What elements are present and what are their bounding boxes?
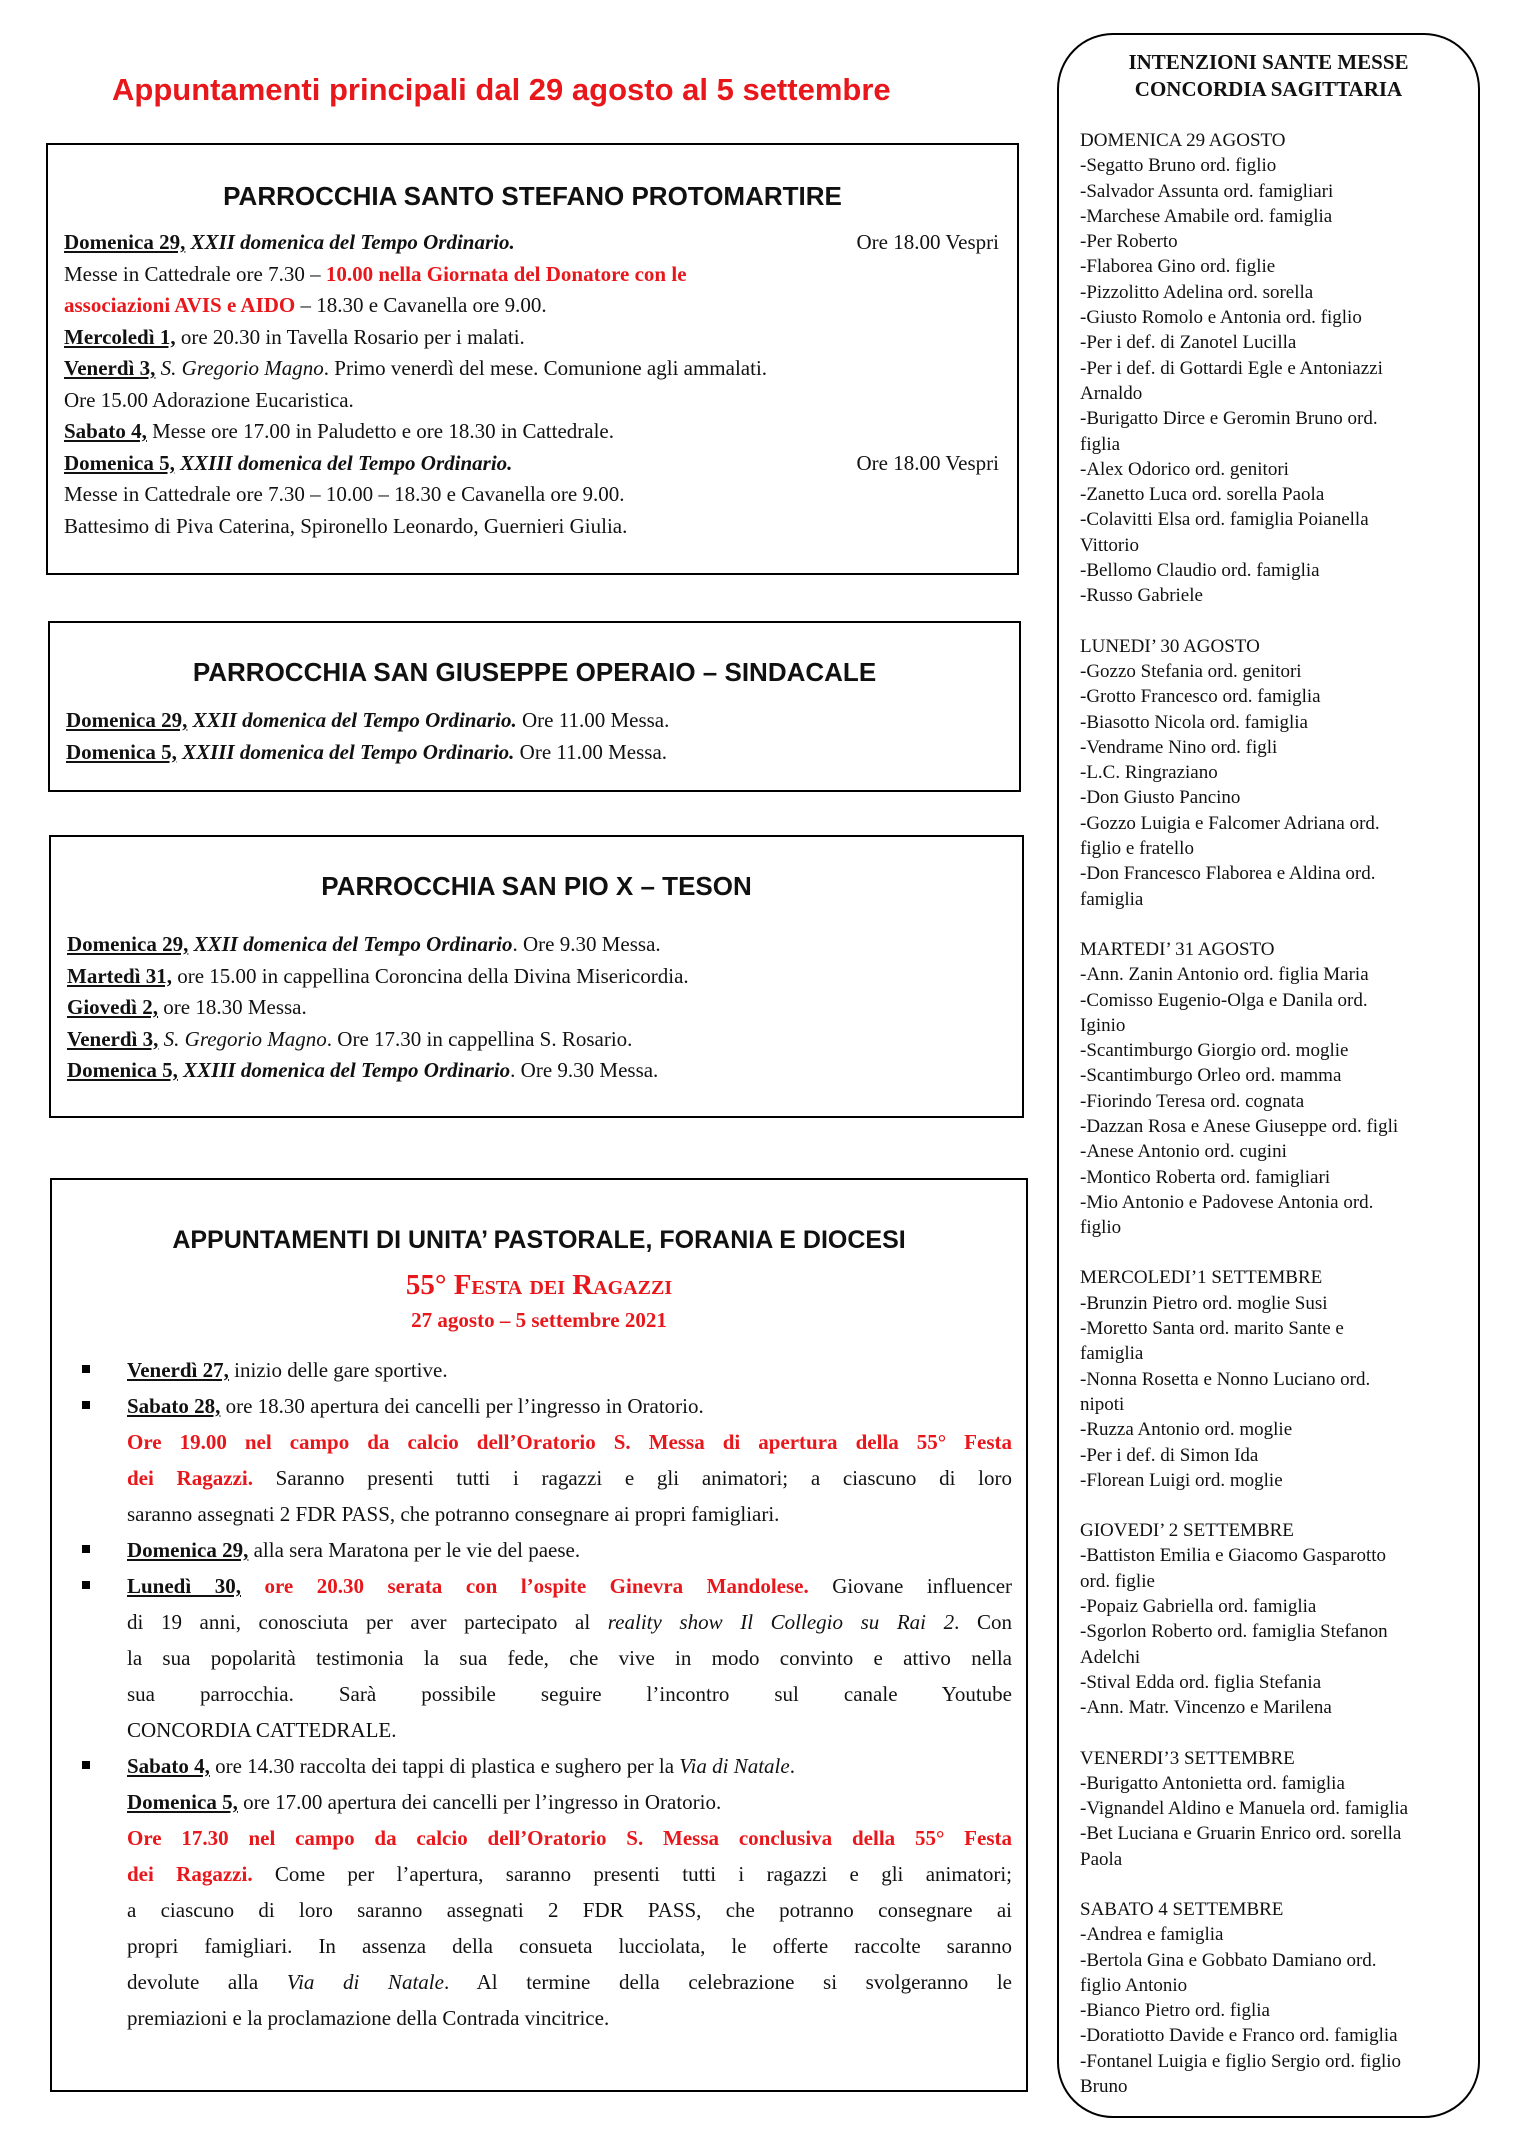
box-content xyxy=(67,929,1002,1087)
box-content xyxy=(66,705,1001,768)
text: . Ore 17.30 in cappellina S. Rosario. xyxy=(326,1026,633,1051)
intention-item: -Per i def. di Zanotel Lucilla xyxy=(1080,332,1297,354)
intention-item: -Bet Luciana e Gruarin Enrico ord. sorella xyxy=(1080,1823,1402,1845)
intention-item: -Burigatto Dirce e Geromin Bruno ord. xyxy=(1080,408,1378,430)
highlight: dei Ragazzi. xyxy=(127,1862,253,1886)
text: inizio delle gare sportive. xyxy=(228,1358,448,1382)
date: Sabato 4, xyxy=(127,1754,210,1778)
panel-title-line: INTENZIONI SANTE MESSE xyxy=(1128,50,1409,74)
text: . Primo venerdì del mese. Comunione agli ammalati. xyxy=(323,356,768,380)
highlight: 10.00 nella Giornata del Donatore con le xyxy=(325,261,687,286)
vespri: Ore 18.00 Vespri xyxy=(856,450,999,475)
intention-item: -Brunzin Pietro ord. moglie Susi xyxy=(1080,1292,1328,1314)
intention-item: Vittorio xyxy=(1080,534,1140,556)
liturgy: XXII domenica del Tempo Ordinario xyxy=(188,932,513,956)
intention-item: -Fiorindo Teresa ord. cognata xyxy=(1080,1090,1305,1112)
festa-title: 55° Festa dei Ragazzi xyxy=(405,1269,673,1301)
line xyxy=(127,1964,1012,2000)
line: Ore 19.00 nel campo da calcio dell’Oratorio S. Messa di apertura della 55° Festa xyxy=(127,1430,1012,1454)
highlight: associazioni AVIS e AIDO xyxy=(64,293,296,317)
line xyxy=(66,737,1001,769)
date: Domenica 29, xyxy=(67,932,189,956)
page-title: Appuntamenti principali dal 29 agosto al 5 settembre xyxy=(112,72,891,107)
intention-item: -Dazzan Rosa e Anese Giuseppe ord. figli xyxy=(1080,1115,1399,1137)
intention-item: -Salvador Assunta ord. famigliari xyxy=(1080,180,1334,202)
date: Domenica 29, xyxy=(127,1538,249,1562)
line xyxy=(127,1460,1012,1496)
line: premiazioni e la proclamazione della Contrada vincitrice. xyxy=(127,2006,610,2030)
line xyxy=(66,705,1001,737)
text: . Ore 9.30 Messa. xyxy=(510,1058,659,1082)
event-list xyxy=(62,1352,1012,2036)
line xyxy=(127,1856,1012,1892)
line xyxy=(67,1055,1002,1087)
intention-item: Paola xyxy=(1080,1848,1123,1870)
list-item xyxy=(62,1388,1012,1532)
liturgy: XXII domenica del Tempo Ordinario. xyxy=(190,230,515,254)
intention-item: -Ruzza Antonio ord. moglie xyxy=(1080,1419,1293,1441)
intention-item: -Grotto Francesco ord. famiglia xyxy=(1080,686,1321,708)
box-content xyxy=(64,227,999,542)
show: reality show Il Collegio su Rai 2 xyxy=(607,1610,955,1634)
text: ore 18.30 Messa. xyxy=(158,995,307,1019)
intention-item: ord. figlie xyxy=(1080,1570,1155,1592)
intention-item: -Stival Edda ord. figlia Stefania xyxy=(1080,1671,1322,1693)
box-santo-stefano xyxy=(46,143,1019,575)
text: . Con xyxy=(954,1610,1012,1634)
text: ore 18.30 apertura dei cancelli per l’ingresso in Oratorio. xyxy=(220,1394,704,1418)
text: Giovane influencer xyxy=(808,1574,1013,1598)
liturgy: XXIII domenica del Tempo Ordinario. xyxy=(176,739,515,764)
intention-item: -Comisso Eugenio-Olga e Danila ord. xyxy=(1080,989,1368,1011)
intention-item: -Battiston Emilia e Giacomo Gasparotto xyxy=(1080,1545,1387,1567)
vespri: Ore 18.00 Vespri xyxy=(856,230,999,254)
bullet-icon xyxy=(82,1545,90,1553)
spacer xyxy=(1080,1240,1468,1265)
intention-item: famiglia xyxy=(1080,888,1144,910)
date: Lunedì 30, xyxy=(127,1574,241,1598)
line xyxy=(64,416,999,448)
intentions-list xyxy=(1080,128,1468,2099)
intention-item: -Andrea e famiglia xyxy=(1080,1924,1224,1946)
box-san-giuseppe xyxy=(48,621,1021,792)
line xyxy=(67,1024,1002,1056)
intention-item: -Per i def. di Simon Ida xyxy=(1080,1444,1259,1466)
line: a ciascuno di loro saranno assegnati 2 FDR PASS, che potranno consegnare ai xyxy=(127,1898,1012,1922)
text: Via di Natale xyxy=(679,1754,790,1778)
line xyxy=(127,1568,1012,1604)
intention-item: -Scantimburgo Giorgio ord. moglie xyxy=(1080,1040,1349,1062)
date: Venerdì 3, xyxy=(67,1026,159,1051)
text: . Al termine della celebrazione si svolgeranno le xyxy=(443,1970,1013,1994)
festa-dates: 27 agosto – 5 settembre 2021 xyxy=(411,1308,667,1332)
box-title: PARROCCHIA SAN GIUSEPPE OPERAIO – SINDACALE xyxy=(192,657,877,687)
text: ore 14.30 raccolta dei tappi di plastica e sughero per la xyxy=(209,1754,680,1778)
text: Via di Natale xyxy=(286,1970,444,1994)
date: Domenica 29, xyxy=(64,230,186,254)
text: alla sera Maratona per le vie del paese. xyxy=(248,1538,581,1562)
intention-item: Bruno xyxy=(1080,2076,1128,2098)
intention-item: -Flaborea Gino ord. figlie xyxy=(1080,256,1276,278)
line: Messe in Cattedrale ore 7.30 – 10.00 – 18.30 e Cavanella ore 9.00. xyxy=(64,482,625,506)
intention-item: -Mio Antonio e Padovese Antonia ord. xyxy=(1080,1191,1374,1213)
spacer xyxy=(1080,1493,1468,1518)
intention-item: -Bianco Pietro ord. figlia xyxy=(1080,2000,1270,2022)
spacer xyxy=(1080,1721,1468,1746)
intention-item: -Giusto Romolo e Antonia ord. figlio xyxy=(1080,307,1362,329)
date: Mercoledì 1, xyxy=(64,324,176,349)
line: CONCORDIA CATTEDRALE. xyxy=(127,1718,397,1742)
intention-item: -Colavitti Elsa ord. famiglia Poianella xyxy=(1080,509,1369,531)
bullet-icon xyxy=(82,1401,90,1409)
saint: S. Gregorio Magno xyxy=(155,356,324,380)
intention-item: -Nonna Rosetta e Nonno Luciano ord. xyxy=(1080,1368,1371,1390)
intention-item: -Sgorlon Roberto ord. famiglia Stefanon xyxy=(1080,1621,1388,1643)
intention-item: figlio Antonio xyxy=(1080,1974,1188,1996)
line xyxy=(67,992,1002,1024)
intention-item: -Fontanel Luigia e figlio Sergio ord. figlio xyxy=(1080,2050,1402,2072)
date: Sabato 4, xyxy=(64,419,147,443)
intention-item: -Moretto Santa ord. marito Sante e xyxy=(1080,1318,1344,1340)
intention-item: -Ann. Matr. Vincenzo e Marilena xyxy=(1080,1697,1332,1719)
text: Ore 11.00 Messa. xyxy=(516,708,670,732)
spacer xyxy=(1080,609,1468,634)
line: propri famigliari. In assenza della consueta lucciolata, le offerte raccolte saranno xyxy=(127,1934,1012,1958)
spacer xyxy=(1080,912,1468,937)
box-title: PARROCCHIA SAN PIO X – TESON xyxy=(321,871,752,901)
intention-item: nipoti xyxy=(1080,1393,1125,1415)
intention-item: -Pizzolitto Adelina ord. sorella xyxy=(1080,281,1314,303)
intention-item: Arnaldo xyxy=(1080,382,1143,404)
intention-item: -Vendrame Nino ord. figli xyxy=(1080,736,1278,758)
day-heading: VENERDI’3 SETTEMBRE xyxy=(1080,1747,1295,1769)
line xyxy=(64,290,999,322)
day-heading: DOMENICA 29 AGOSTO xyxy=(1080,130,1286,151)
line xyxy=(127,1784,1012,1820)
box-unita-pastorale xyxy=(50,1178,1028,2092)
intention-item: Adelchi xyxy=(1080,1646,1141,1668)
intention-item: -Gozzo Luigia e Falcomer Adriana ord. xyxy=(1080,812,1380,834)
line: sua parrocchia. Sarà possibile seguire l’incontro sul canale Youtube xyxy=(127,1682,1012,1706)
text: ore 15.00 in cappellina Coroncina della Divina Misericordia. xyxy=(171,963,689,988)
intention-item: -Russo Gabriele xyxy=(1080,585,1203,607)
intention-item: -Segatto Bruno ord. figlio xyxy=(1080,155,1277,177)
intention-item: -Ann. Zanin Antonio ord. figlia Maria xyxy=(1080,964,1369,986)
line: Ore 17.30 nel campo da calcio dell’Oratorio S. Messa conclusiva della 55° Festa xyxy=(127,1826,1012,1850)
date: Domenica 5, xyxy=(67,1058,178,1082)
line xyxy=(64,227,999,259)
line xyxy=(127,1748,1012,1784)
line xyxy=(64,259,999,291)
text: . Ore 9.30 Messa. xyxy=(512,932,661,956)
day-heading: LUNEDI’ 30 AGOSTO xyxy=(1080,635,1260,657)
bullet-icon xyxy=(82,1761,90,1769)
box-title: PARROCCHIA SANTO STEFANO PROTOMARTIRE xyxy=(223,181,842,211)
highlight: dei Ragazzi. xyxy=(127,1466,253,1490)
saint: S. Gregorio Magno xyxy=(158,1026,327,1051)
line xyxy=(67,929,1002,961)
list-item xyxy=(62,1748,1012,2036)
liturgy: XXII domenica del Tempo Ordinario. xyxy=(187,708,517,732)
day-heading: MARTEDI’ 31 AGOSTO xyxy=(1080,938,1275,960)
line xyxy=(64,322,999,354)
text: Saranno presenti tutti i ragazzi e gli animatori; a ciascuno di loro xyxy=(252,1466,1012,1490)
date: Venerdì 27, xyxy=(127,1358,229,1382)
text: ore 20.30 in Tavella Rosario per i malati. xyxy=(175,324,525,349)
liturgy: XXIII domenica del Tempo Ordinario xyxy=(177,1058,511,1082)
intention-item: -Doratiotto Davide e Franco ord. famiglia xyxy=(1080,2025,1398,2047)
text: . xyxy=(789,1754,795,1778)
line: Battesimo di Piva Caterina, Spironello Leonardo, Guernieri Giulia. xyxy=(64,513,628,538)
date: Sabato 28, xyxy=(127,1394,221,1418)
intention-item: -Montico Roberta ord. famigliari xyxy=(1080,1166,1331,1188)
line: la sua popolarità testimonia la sua fede, che vive in modo convinto e attivo nella xyxy=(127,1646,1012,1670)
text: di 19 anni, conosciuta per aver partecipato al xyxy=(127,1610,608,1634)
intention-item: -L.C. Ringraziano xyxy=(1080,762,1218,784)
spacer xyxy=(1080,1872,1468,1897)
date: Domenica 5, xyxy=(127,1790,238,1814)
day-heading: GIOVEDI’ 2 SETTEMBRE xyxy=(1080,1520,1294,1542)
panel-title xyxy=(1059,49,1478,103)
date: Domenica 29, xyxy=(66,708,188,732)
intention-item: -Vignandel Aldino e Manuela ord. famiglia xyxy=(1080,1798,1409,1820)
line xyxy=(127,1604,1012,1640)
bullet-icon xyxy=(82,1581,90,1589)
list-item xyxy=(62,1352,1012,1388)
text: ore 17.00 apertura dei cancelli per l’ingresso in Oratorio. xyxy=(237,1790,722,1814)
date: Giovedì 2, xyxy=(67,995,159,1019)
box-san-pio xyxy=(49,835,1024,1118)
intention-item: -Per Roberto xyxy=(1080,231,1178,253)
line: Ore 15.00 Adorazione Eucaristica. xyxy=(64,387,354,412)
day-heading: SABATO 4 SETTEMBRE xyxy=(1080,1899,1284,1920)
intention-item: -Scantimburgo Orleo ord. mamma xyxy=(1080,1065,1342,1087)
intention-item: -Marchese Amabile ord. famiglia xyxy=(1080,205,1333,227)
text: Ore 11.00 Messa. xyxy=(514,739,668,764)
intention-item: -Bertola Gina e Gobbato Damiano ord. xyxy=(1080,1949,1377,1971)
intention-item: -Burigatto Antonietta ord. famiglia xyxy=(1080,1772,1345,1794)
intention-item: -Zanetto Luca ord. sorella Paola xyxy=(1080,484,1325,506)
intention-item: famiglia xyxy=(1080,1343,1144,1365)
intention-item: -Alex Odorico ord. genitori xyxy=(1080,458,1289,480)
intention-item: -Don Giusto Pancino xyxy=(1080,787,1241,809)
bullet-icon xyxy=(82,1365,90,1373)
line xyxy=(127,1388,1012,1424)
panel-title-line: CONCORDIA SAGITTARIA xyxy=(1134,77,1403,101)
text: Messe ore 17.00 in Paludetto e ore 18.30 in Cattedrale. xyxy=(146,419,614,443)
text: Messe in Cattedrale ore 7.30 – xyxy=(64,261,326,286)
intention-item: -Popaiz Gabriella ord. famiglia xyxy=(1080,1596,1317,1618)
intention-item: -Don Francesco Flaborea e Aldina ord. xyxy=(1080,863,1376,885)
date: Domenica 5, xyxy=(64,450,175,475)
highlight: ore 20.30 serata con l’ospite Ginevra Mandolese. xyxy=(240,1574,809,1598)
intention-item: -Biasotto Nicola ord. famiglia xyxy=(1080,711,1308,733)
intention-item: figlio xyxy=(1080,1217,1122,1239)
box-title: APPUNTAMENTI DI UNITA’ PASTORALE, FORANIA E DIOCESI xyxy=(172,1226,906,1254)
intention-item: -Anese Antonio ord. cugini xyxy=(1080,1141,1287,1163)
intention-item: figlio e fratello xyxy=(1080,838,1194,860)
list-item xyxy=(62,1532,1012,1568)
line xyxy=(67,961,1002,993)
intention-item: -Per i def. di Gottardi Egle e Antoniazzi xyxy=(1080,357,1383,379)
date: Martedì 31, xyxy=(67,963,172,988)
line: saranno assegnati 2 FDR PASS, che potranno consegnare ai propri famigliari. xyxy=(127,1502,780,1526)
day-heading: MERCOLEDI’1 SETTEMBRE xyxy=(1080,1267,1323,1289)
liturgy: XXIII domenica del Tempo Ordinario. xyxy=(174,450,513,475)
text: – 18.30 e Cavanella ore 9.00. xyxy=(295,293,547,317)
intention-item: -Gozzo Stefania ord. genitori xyxy=(1080,660,1302,682)
line xyxy=(64,353,999,385)
date: Venerdì 3, xyxy=(64,356,156,380)
date: Domenica 5, xyxy=(66,739,177,764)
text: devolute alla xyxy=(127,1970,287,1994)
line xyxy=(64,448,999,480)
text: Come per l’apertura, saranno presenti tutti i ragazzi e gli animatori; xyxy=(252,1862,1013,1886)
intention-item: figlia xyxy=(1080,433,1121,455)
intention-item: -Bellomo Claudio ord. famiglia xyxy=(1080,560,1320,582)
intention-item: -Florean Luigi ord. moglie xyxy=(1080,1469,1283,1491)
mass-intentions-panel xyxy=(1057,33,1480,2118)
intention-item: Iginio xyxy=(1080,1014,1126,1036)
list-item xyxy=(62,1568,1012,1748)
